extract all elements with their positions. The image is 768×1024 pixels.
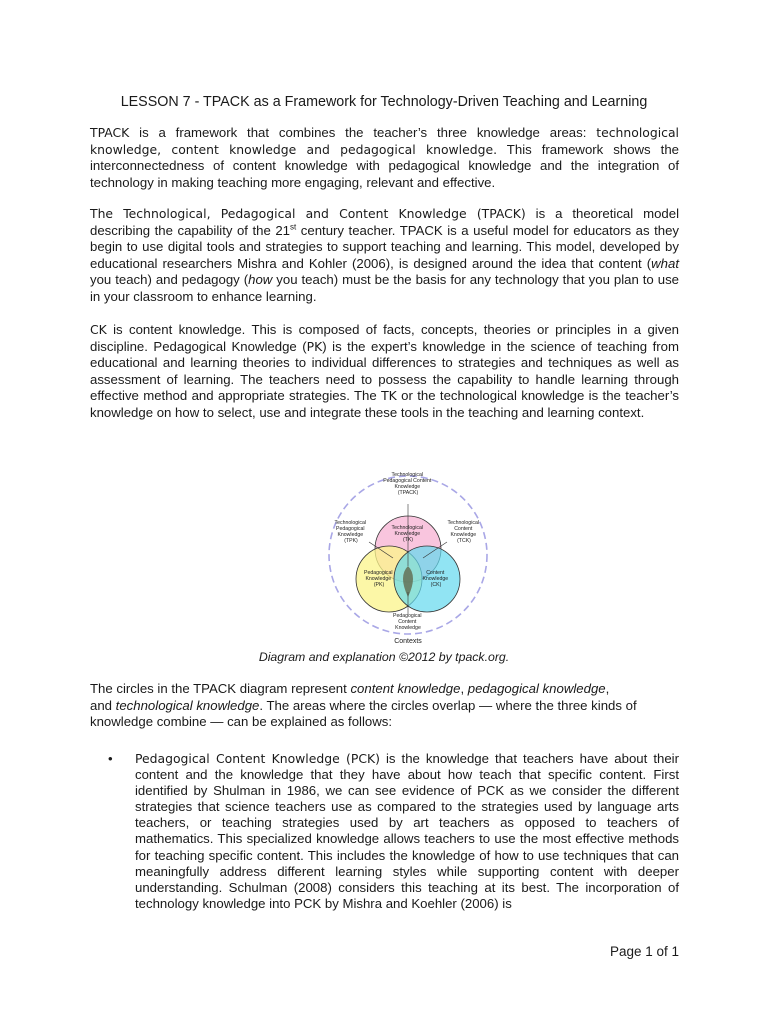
label-pck: Pedagogical Content Knowledge [392,613,422,631]
text-span: . The areas where the circles overlap — where the three kinds of knowledge combine — can be explained as follows: [90,697,637,730]
text-span: The circles in the TPACK diagram represent [90,681,351,696]
tpack-definition-paragraph [90,206,679,306]
lesson-title: LESSON 7 - TPACK as a Framework for Technology-Driven Teaching and Learning [120,94,648,110]
emphasis-technological-knowledge: technological knowledge [115,697,260,713]
text-span: ) is the expert’s knowledge in the science of teaching from educational and learning theories to individual differences to strategies and techniques as well as assessment of learning. The teachers need to possess the capability to handle learning through effective method and appropriate strategies. The [90,338,679,404]
emphasis-content-knowledge: content knowledge [350,681,461,696]
term-tpack-full: The Technological, Pedagogical and Content Knowledge (TPACK) [90,206,526,221]
intro-paragraph [90,125,679,191]
page-number: Page 1 of 1 [609,944,679,959]
text-span: you teach) and pedagogy ( [90,272,249,288]
diagram-caption: Diagram and explanation ©2012 by tpack.org. [258,650,510,664]
term-ck: CK [90,322,107,337]
overlap-list [108,751,679,912]
term-pk: PK [306,338,323,354]
superscript: st [290,222,297,232]
text-span: century teacher. TPACK is a useful model for educators as they begin to use digital tools and strategies to support teaching and learning. This model, developed by educational researchers Mishra and Kohler (2006), is designed around the idea that content ( [90,222,679,271]
term-tk: TK [381,388,397,404]
list-item-pck [108,751,679,912]
text-span: you teach) must be the basis for any technology that you plan to use in your classroom to enhance learning. [90,272,679,304]
text-span: is content knowledge. This is composed of facts, concepts, theories or principles in a given discipline. Pedagogical Knowledge ( [90,322,679,354]
emphasis-how: how [248,272,273,288]
circles-explanation-paragraph [90,681,679,731]
text-span: is the knowledge that teachers have about their content and the knowledge that they have about how teach that specific content. First identified by Shulman in 1986, we can see evidence of PCK as we consider the different strategies that science teachers use as compared to the strategies used by language arts teachers, or teaching strategies used by art teachers as opposed to teachers of mathematics. This specialized knowledge allows teachers to use the most effective methods for teaching specific content. This includes the knowledge of how to use techniques that can meaningfully address different learning styles while supporting content with deeper understanding. Schulman (2008) considers this teaching at its best. The incorporation of technology knowledge into PCK by Mishra and Koehler (2006) is [135,751,679,911]
label-ck: Content Knowledge (CK) [422,570,449,588]
label-pk: Pedagogical Knowledge (PK) [363,570,393,588]
tpack-venn-diagram [325,454,491,648]
bullet-marker: • [108,751,113,766]
label-tck: Technological Content Knowledge (TCK) [447,520,479,544]
term-pck: Pedagogical Content Knowledge (PCK) [135,751,380,766]
text-span: or the technological knowledge is the teacher’s knowledge on how to select, use and integrate these tools in the teaching and learning context. [90,388,679,420]
text-span: is a theoretical model describing the capability of the 21 [90,206,680,238]
label-contexts: Contexts [394,638,422,645]
text-span: This framework shows the interconnectedness of content knowledge with pedagogical knowledge and the integration of technology in making teaching more engaging, relevant and effective. [90,141,679,190]
text-span: , [605,681,610,696]
emphasis-what: what [651,255,679,271]
label-tk: Technological Knowledge (TK) [391,525,423,543]
term-knowledge-areas: technological knowledge, content knowledge and pedagogical knowledge. [90,125,679,157]
label-tpk: Technological Pedagogical Knowledge (TPK) [334,520,366,544]
knowledge-types-paragraph [90,322,679,422]
text-span: , [460,681,468,696]
label-tpack: Technological Pedagogical Content Knowledge (TPACK) [383,472,432,496]
emphasis-pedagogical-knowledge: pedagogical knowledge [467,681,606,696]
text-span: is a framework that combines the teacher’s three knowledge areas: [129,125,597,140]
text-span: and [90,697,116,713]
term-tpack: TPACK [90,125,130,140]
